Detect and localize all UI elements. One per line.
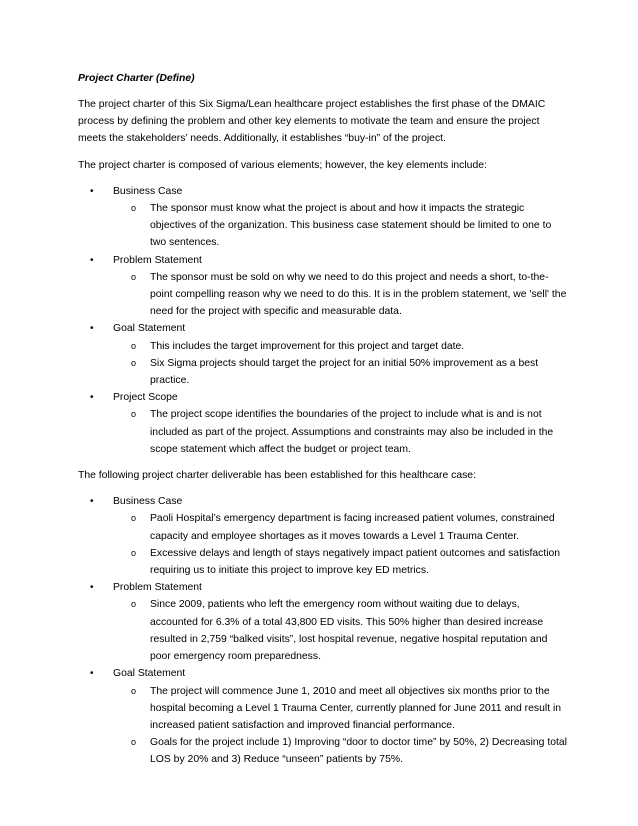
circle-bullet-icon: o — [131, 409, 137, 420]
circle-bullet-icon: o — [131, 203, 137, 214]
deliverable-intro-paragraph: The following project charter deliverable has been established for this healthcare case: — [78, 470, 476, 482]
sub-bullet-text: Since 2009, patients who left the emergency room without waiting due to delays, accounted for 6.3% of a total 43,800 ED visits. This 50% higher than desired increase resulted in 2,759 “balked visits”, lost hospital revenue, negative hospital reputation and poor emergency room preparedness. — [150, 599, 548, 663]
sub-list — [113, 596, 568, 665]
bullet-icon: • — [90, 496, 94, 508]
sub-bullet-item — [113, 269, 568, 321]
intro-paragraph: The project charter of this Six Sigma/Lean healthcare project establishes the first phase of the DMAIC process by defining the problem and other key elements to motivate the team and ensure the project meets the stakeholders’ needs. Additionally, it establishes “buy-in” of the project. — [78, 99, 546, 145]
bullet-label: Goal Statement — [113, 323, 186, 335]
deliverables-list — [78, 493, 568, 768]
sub-bullet-text: The project scope identifies the boundaries of the project to include what is and is not included as part of the project. Assumptions and constraints may also be included in the scope statement which affect the budget or project team. — [150, 409, 554, 455]
circle-bullet-icon: o — [131, 271, 137, 282]
circle-bullet-icon: o — [131, 685, 137, 696]
bullet-item — [78, 579, 568, 665]
circle-bullet-icon: o — [131, 737, 137, 748]
bullet-icon: • — [90, 323, 94, 335]
bullet-label: Problem Statement — [113, 582, 202, 594]
circle-bullet-icon: o — [131, 513, 137, 524]
sub-bullet-item — [113, 406, 568, 458]
sub-bullet-item — [113, 355, 568, 389]
bullet-label: Goal Statement — [113, 668, 186, 680]
section-heading: Project Charter (Define) — [78, 73, 195, 84]
sub-bullet-item — [113, 596, 568, 665]
sub-list — [113, 683, 568, 769]
bullet-icon: • — [90, 582, 94, 594]
bullet-item — [78, 320, 568, 389]
sub-list — [113, 269, 568, 321]
circle-bullet-icon: o — [131, 547, 137, 558]
sub-list — [113, 338, 568, 390]
sub-list — [113, 406, 568, 458]
sub-bullet-text: Goals for the project include 1) Improving “door to doctor time” by 50%, 2) Decreasing total LOS by 20% and 3) Reduce “unseen” patients by 75%. — [150, 737, 567, 766]
sub-bullet-item — [113, 683, 568, 735]
circle-bullet-icon: o — [131, 599, 137, 610]
bullet-icon: • — [90, 185, 94, 197]
sub-bullet-item — [113, 200, 568, 252]
sub-bullet-item — [113, 338, 568, 355]
sub-bullet-text: Six Sigma projects should target the project for an initial 50% improvement as a best practice. — [150, 357, 539, 387]
sub-bullet-item — [113, 510, 568, 544]
circle-bullet-icon: o — [131, 340, 137, 351]
bullet-label: Problem Statement — [113, 254, 202, 266]
sub-bullet-text: The project will commence June 1, 2010 and meet all objectives six months prior to the hospital becoming a Level 1 Trauma Center, currently planned for June 2011 and result in increased patient satisfaction and improved financial performance. — [150, 685, 562, 731]
bullet-item — [78, 183, 568, 252]
bullet-item — [78, 493, 568, 579]
bullet-label: Business Case — [113, 496, 183, 508]
sub-bullet-text: Excessive delays and length of stays negatively impact patient outcomes and satisfaction requiring us to initiate this project to improve key ED metrics. — [150, 547, 561, 577]
bullet-icon: • — [90, 668, 94, 680]
bullet-label: Project Scope — [113, 392, 178, 404]
bullet-icon: • — [90, 392, 94, 404]
sub-list — [113, 510, 568, 579]
bullet-label: Business Case — [113, 185, 183, 197]
bullet-item — [78, 389, 568, 458]
sub-bullet-item — [113, 545, 568, 579]
bullet-icon: • — [90, 254, 94, 266]
sub-bullet-text: Paoli Hospital’s emergency department is facing increased patient volumes, constrained capacity and employee shortages as it moves towards a Level 1 Trauma Center. — [150, 513, 555, 542]
bullet-item — [78, 252, 568, 321]
sub-bullet-text: This includes the target improvement for this project and target date. — [150, 340, 465, 352]
bullet-item — [78, 665, 568, 768]
circle-bullet-icon: o — [131, 357, 137, 368]
sub-bullet-text: The sponsor must know what the project is about and how it impacts the strategic objectives of the organization. This business case statement should be limited to one to two sentences. — [150, 203, 552, 249]
sub-bullet-text: The sponsor must be sold on why we need to do this project and needs a short, to-the-point compelling reason why we need to do this. It is in the problem statement, we 'sell' the need for the project with specific and measurable data. — [150, 271, 567, 318]
elements-intro-paragraph: The project charter is composed of various elements; however, the key elements include: — [78, 159, 487, 171]
key-elements-list — [78, 183, 568, 458]
document-page — [78, 70, 568, 778]
sub-bullet-item — [113, 734, 568, 768]
sub-list — [113, 200, 568, 252]
